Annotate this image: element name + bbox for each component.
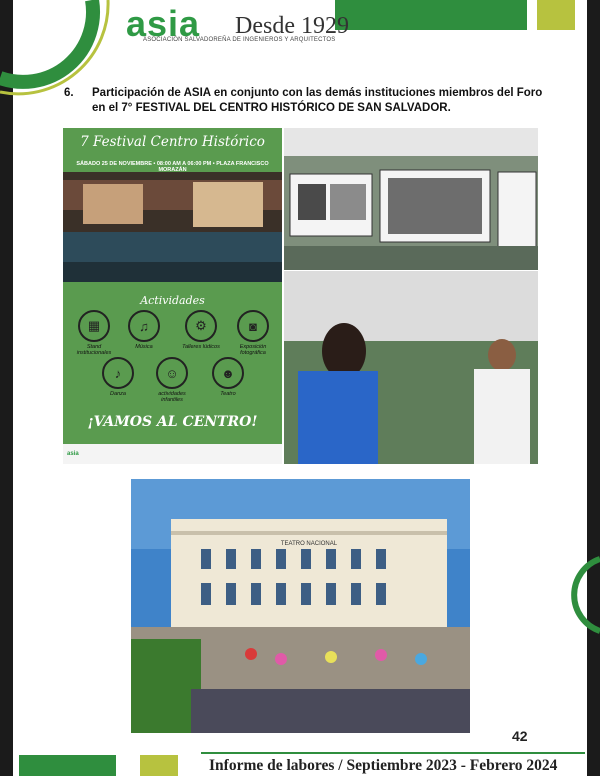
poster-activities-title: Actividades [140,294,205,307]
right-arc-decoration [560,555,600,635]
page-number: 42 [512,728,528,744]
left-border-bar [0,0,13,776]
footer-green-bar [19,755,116,776]
activity-label: Danza [110,391,126,397]
poster-cta: ¡VAMOS AL CENTRO! [87,414,258,430]
workshop-icon: ⚙ [185,310,217,342]
logo-tagline: ASOCIACIÓN SALVADOREÑA DE INGENIEROS Y ARQUITECTOS [143,37,336,43]
poster-sponsor-logos: asia [63,444,282,464]
activity-label: Teatro [220,391,236,397]
footer-lime-bar [140,755,178,776]
item-number: 6. [64,87,74,99]
dance-icon: ♪ [102,357,134,389]
activity-label: Talleres lúdicos [182,344,220,350]
theater-sign: TEATRO NACIONAL [280,541,338,547]
item-text: Participación de ASIA en conjunto con las demás instituciones miembros del Foro en el 7° FESTIVAL DEL CENTRO HISTÓRICO DE SAN SALVADOR. [92,87,543,114]
asia-logo-text: asia [126,3,201,44]
kids-icon: ☺ [156,357,188,389]
poster-title: 7 Festival Centro Histórico [80,134,265,150]
theater-icon: ☻ [212,357,244,389]
music-icon: ♫ [128,310,160,342]
activity-kids [147,357,197,403]
activity-stand [69,310,119,356]
activity-workshops [176,310,226,350]
top-left-arc-decoration [0,0,120,100]
activity-dance [93,357,143,397]
footer-title: Informe de labores / Septiembre 2023 - Febrero 2024 [201,752,585,776]
logo-since-text: Desde 1929 [235,13,349,39]
header-lime-bar [537,0,575,30]
activity-music [119,310,169,350]
activity-photo-exhibit [228,310,278,356]
activity-theater [203,357,253,397]
activity-label: actividades infantiles [158,391,186,403]
festival-poster [63,128,282,464]
exhibition-tent-photo [284,128,538,270]
header-green-bar [335,0,527,30]
activity-label: Música [135,344,153,350]
teatro-nacional-photo [131,479,470,733]
activity-label: Stand institucionales [76,344,112,356]
conversation-photo [284,271,538,464]
stand-icon: ▦ [78,310,110,342]
right-border-bar [587,0,600,776]
activity-label: Exposición fotográfica [239,344,267,356]
photo-icon: ◙ [237,310,269,342]
poster-subtitle: SÁBADO 25 DE NOVIEMBRE • 08:00 AM A 06:00 PM • PLAZA FRANCISCO MORAZÁN [76,161,269,173]
